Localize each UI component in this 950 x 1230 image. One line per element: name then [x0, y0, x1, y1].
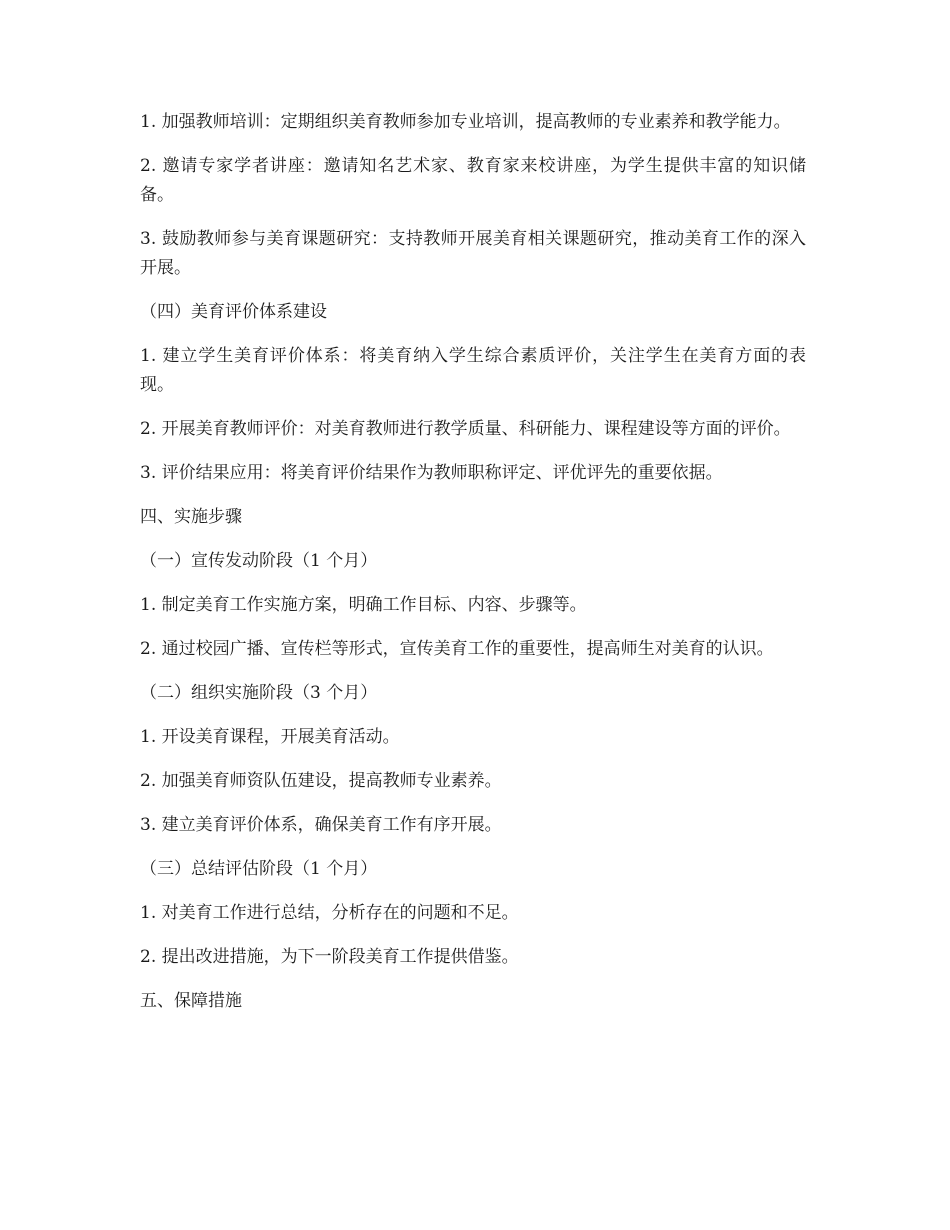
paragraph-student-evaluation: 1. 建立学生美育评价体系：将美育纳入学生综合素质评价，关注学生在美育方面的表现。	[140, 346, 806, 395]
paragraph-courses-activities: 1. 开设美育课程，开展美育活动。	[140, 727, 400, 747]
paragraph-research-projects: 3. 鼓励教师参与美育课题研究：支持教师开展美育相关课题研究，推动美育工作的深入开展。	[140, 229, 806, 278]
paragraph-teacher-training: 1. 加强教师培训：定期组织美育教师参加专业培训，提高教师的专业素养和教学能力。	[140, 112, 791, 132]
stage-heading-organization: （二）组织实施阶段（3 个月）	[140, 683, 378, 703]
paragraph-summary-analysis: 1. 对美育工作进行总结，分析存在的问题和不足。	[140, 903, 519, 923]
section-heading-evaluation-system: （四）美育评价体系建设	[140, 302, 327, 322]
paragraph-teacher-evaluation: 2. 开展美育教师评价：对美育教师进行教学质量、科研能力、课程建设等方面的评价。	[140, 419, 791, 439]
paragraph-implementation-plan: 1. 制定美育工作实施方案，明确工作目标、内容、步骤等。	[140, 595, 587, 615]
document-body	[140, 108, 806, 1031]
section-heading-implementation-steps: 四、实施步骤	[140, 507, 242, 527]
paragraph-staff-building: 2. 加强美育师资队伍建设，提高教师专业素养。	[140, 771, 502, 791]
paragraph-evaluation-system: 3. 建立美育评价体系，确保美育工作有序开展。	[140, 815, 502, 835]
section-heading-safeguards: 五、保障措施	[140, 991, 242, 1011]
stage-heading-publicity: （一）宣传发动阶段（1 个月）	[140, 551, 378, 571]
paragraph-improvement-measures: 2. 提出改进措施，为下一阶段美育工作提供借鉴。	[140, 947, 519, 967]
paragraph-expert-lectures: 2. 邀请专家学者讲座：邀请知名艺术家、教育家来校讲座，为学生提供丰富的知识储备。	[140, 156, 806, 205]
stage-heading-summary: （三）总结评估阶段（1 个月）	[140, 859, 378, 879]
paragraph-publicity-methods: 2. 通过校园广播、宣传栏等形式，宣传美育工作的重要性，提高师生对美育的认识。	[140, 639, 774, 659]
paragraph-evaluation-results: 3. 评价结果应用：将美育评价结果作为教师职称评定、评优评先的重要依据。	[140, 463, 723, 483]
